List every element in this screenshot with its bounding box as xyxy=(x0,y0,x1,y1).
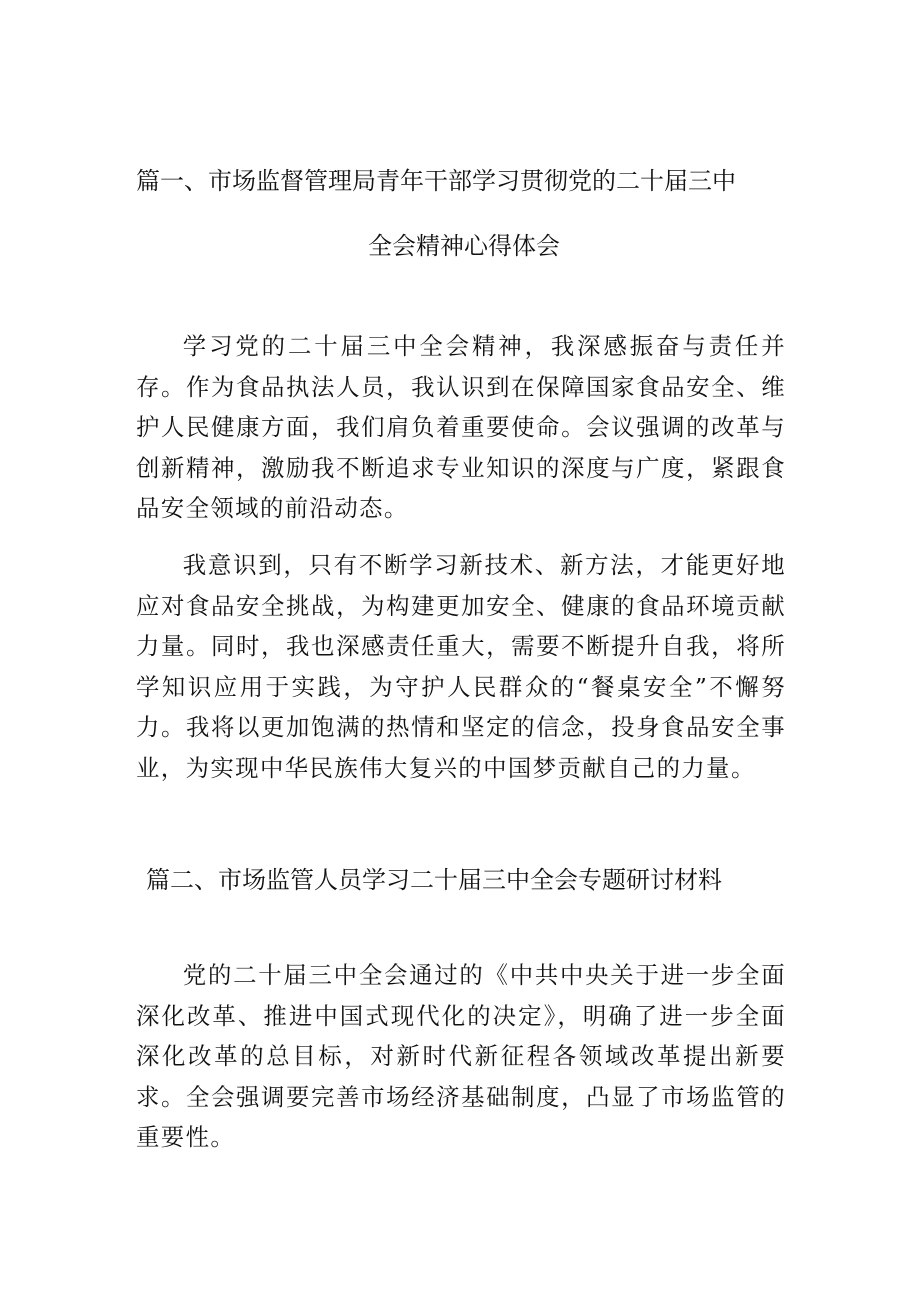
section1-title-line1: 篇一、市场监督管理局青年干部学习贯彻党的二十届三中 xyxy=(136,167,736,195)
section2-paragraph-1: 党的二十届三中全会通过的《中共中央关于进一步全面深化改革、推进中国式现代化的决定》，明确了进一步全面深化改革的总目标，对新时代新征程各领域改革提出新要求。全会强调要完善市场经济基础制度，凸显了市场监管的重要性。 xyxy=(136,961,786,1151)
section1-title-line2: 全会精神心得体会 xyxy=(368,232,560,260)
section1-paragraph-1: 学习党的二十届三中全会精神，我深感振奋与责任并存。作为食品执法人员，我认识到在保障国家食品安全、维护人民健康方面，我们肩负着重要使命。会议强调的改革与创新精神，激励我不断追求专业知识的深度与广度，紧跟食品安全领域的前沿动态。 xyxy=(136,332,786,522)
section1-paragraph-2: 我意识到，只有不断学习新技术、新方法，才能更好地应对食品安全挑战，为构建更加安全、健康的食品环境贡献力量。同时，我也深感责任重大，需要不断提升自我，将所学知识应用于实践，为守护人民群众的“餐桌安全”不懈努力。我将以更加饱满的热情和坚定的信念，投身食品安全事业，为实现中华民族伟大复兴的中国梦贡献自己的力量。 xyxy=(136,551,786,782)
section2-title: 篇二、市场监管人员学习二十届三中全会专题研讨材料 xyxy=(146,866,722,894)
